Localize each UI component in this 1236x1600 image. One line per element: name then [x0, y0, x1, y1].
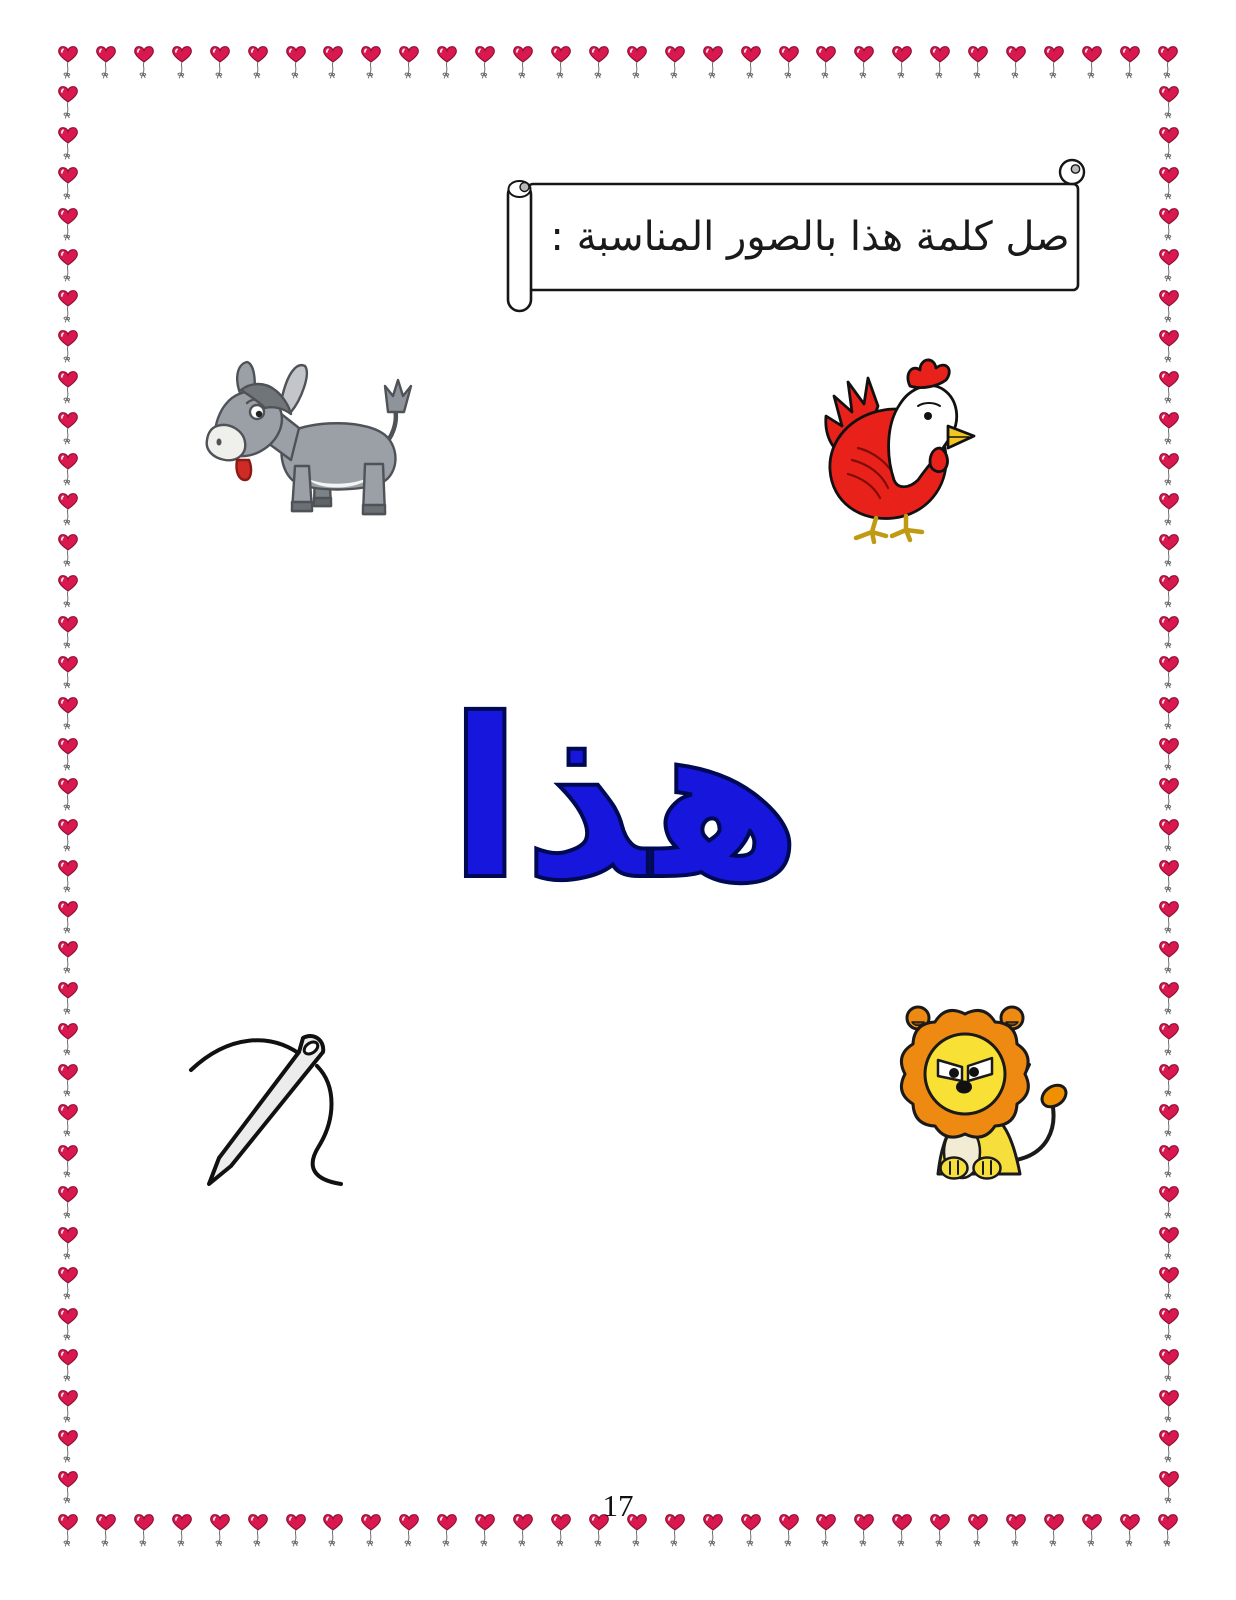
heart-balloon-icon	[56, 1184, 80, 1224]
heart-balloon-icon	[1157, 858, 1181, 898]
heart-balloon-icon	[1157, 1143, 1181, 1183]
heart-balloon-icon	[284, 44, 308, 84]
picture-lion	[862, 1002, 1077, 1180]
heart-balloon-icon	[56, 451, 80, 491]
border-left	[56, 84, 80, 1509]
heart-balloon-icon	[1157, 899, 1181, 939]
heart-balloon-icon	[56, 532, 80, 572]
heart-balloon-icon	[94, 44, 118, 84]
heart-balloon-icon	[1157, 776, 1181, 816]
heart-balloon-icon	[1157, 288, 1181, 328]
heart-balloon-icon	[1157, 654, 1181, 694]
heart-balloon-icon	[56, 1143, 80, 1183]
heart-balloon-icon	[1157, 532, 1181, 572]
heart-balloon-icon	[1157, 1225, 1181, 1265]
heart-balloon-icon	[321, 44, 345, 84]
heart-balloon-icon	[56, 328, 80, 368]
heart-balloon-icon	[1157, 614, 1181, 654]
heart-balloon-icon	[1080, 44, 1104, 84]
heart-balloon-icon	[208, 44, 232, 84]
heart-balloon-icon	[1042, 44, 1066, 84]
heart-balloon-icon	[852, 44, 876, 84]
needle-illustration	[175, 1008, 375, 1198]
heart-balloon-icon	[56, 899, 80, 939]
heart-balloon-icon	[397, 44, 421, 84]
heart-balloon-icon	[473, 44, 497, 84]
heart-balloon-icon	[56, 288, 80, 328]
heart-balloon-icon	[246, 44, 270, 84]
heart-balloon-icon	[56, 125, 80, 165]
heart-balloon-icon	[739, 44, 763, 84]
heart-balloon-icon	[1157, 328, 1181, 368]
heart-balloon-icon	[1157, 1428, 1181, 1468]
heart-balloon-icon	[56, 206, 80, 246]
heart-balloon-icon	[56, 1347, 80, 1387]
heart-balloon-icon	[1156, 44, 1180, 84]
heart-balloon-icon	[56, 1306, 80, 1346]
heart-balloon-icon	[56, 695, 80, 735]
heart-balloon-icon	[1157, 165, 1181, 205]
heart-balloon-icon	[549, 44, 573, 84]
heart-balloon-icon	[170, 44, 194, 84]
heart-balloon-icon	[56, 1102, 80, 1142]
heart-balloon-icon	[132, 44, 156, 84]
lion-illustration	[862, 1002, 1077, 1180]
heart-balloon-icon	[511, 44, 535, 84]
rooster-illustration	[798, 352, 978, 544]
border-right	[1157, 84, 1181, 1509]
heart-balloon-icon	[1157, 451, 1181, 491]
heart-balloon-icon	[1157, 125, 1181, 165]
heart-balloon-icon	[1157, 1306, 1181, 1346]
instruction-text: صل كلمة هذا بالصور المناسبة :	[550, 214, 1070, 260]
heart-balloon-icon	[1157, 1388, 1181, 1428]
heart-balloon-icon	[56, 858, 80, 898]
heart-balloon-icon	[56, 939, 80, 979]
heart-balloon-icon	[1157, 491, 1181, 531]
heart-balloon-icon	[56, 84, 80, 124]
heart-balloon-icon	[777, 44, 801, 84]
picture-donkey	[195, 356, 430, 528]
heart-balloon-icon	[625, 44, 649, 84]
heart-balloon-icon	[701, 44, 725, 84]
heart-balloon-icon	[1157, 410, 1181, 450]
heart-balloon-icon	[1157, 1265, 1181, 1305]
instruction-banner	[500, 155, 1100, 315]
heart-balloon-icon	[928, 44, 952, 84]
border-top	[56, 44, 1180, 116]
heart-balloon-icon	[56, 44, 80, 84]
heart-balloon-icon	[1157, 247, 1181, 287]
heart-balloon-icon	[1157, 1021, 1181, 1061]
page-number: 17	[602, 1488, 634, 1523]
heart-balloon-icon	[966, 44, 990, 84]
target-word: هذا	[447, 672, 803, 928]
heart-balloon-icon	[56, 410, 80, 450]
heart-balloon-icon	[56, 1021, 80, 1061]
heart-balloon-icon	[56, 736, 80, 776]
heart-balloon-icon	[56, 980, 80, 1020]
heart-balloon-icon	[359, 44, 383, 84]
heart-balloon-icon	[1157, 573, 1181, 613]
heart-balloon-icon	[56, 369, 80, 409]
heart-balloon-icon	[1157, 84, 1181, 124]
heart-balloon-icon	[1118, 44, 1142, 84]
heart-balloon-icon	[1157, 1184, 1181, 1224]
heart-balloon-icon	[1157, 817, 1181, 857]
heart-balloon-icon	[435, 44, 459, 84]
heart-balloon-icon	[56, 573, 80, 613]
heart-balloon-icon	[56, 1062, 80, 1102]
heart-balloon-icon	[56, 654, 80, 694]
heart-balloon-icon	[1157, 1347, 1181, 1387]
heart-balloon-icon	[56, 817, 80, 857]
heart-balloon-icon	[587, 44, 611, 84]
heart-balloon-icon	[1157, 1102, 1181, 1142]
heart-balloon-icon	[56, 1265, 80, 1305]
heart-balloon-icon	[1157, 1062, 1181, 1102]
heart-balloon-icon	[814, 44, 838, 84]
heart-balloon-icon	[56, 1428, 80, 1468]
heart-balloon-icon	[1157, 980, 1181, 1020]
heart-balloon-icon	[663, 44, 687, 84]
heart-balloon-icon	[1004, 44, 1028, 84]
heart-balloon-icon	[56, 165, 80, 205]
heart-balloon-icon	[1157, 206, 1181, 246]
heart-balloon-icon	[56, 614, 80, 654]
heart-balloon-icon	[1157, 939, 1181, 979]
picture-rooster	[798, 352, 978, 544]
heart-balloon-icon	[56, 1388, 80, 1428]
picture-needle	[175, 1008, 375, 1198]
heart-balloon-icon	[56, 247, 80, 287]
heart-balloon-icon	[56, 491, 80, 531]
heart-balloon-icon	[890, 44, 914, 84]
heart-balloon-icon	[1157, 695, 1181, 735]
heart-balloon-icon	[56, 776, 80, 816]
heart-balloon-icon	[1157, 736, 1181, 776]
heart-balloon-icon	[1157, 369, 1181, 409]
donkey-illustration	[195, 356, 430, 528]
heart-balloon-icon	[56, 1225, 80, 1265]
